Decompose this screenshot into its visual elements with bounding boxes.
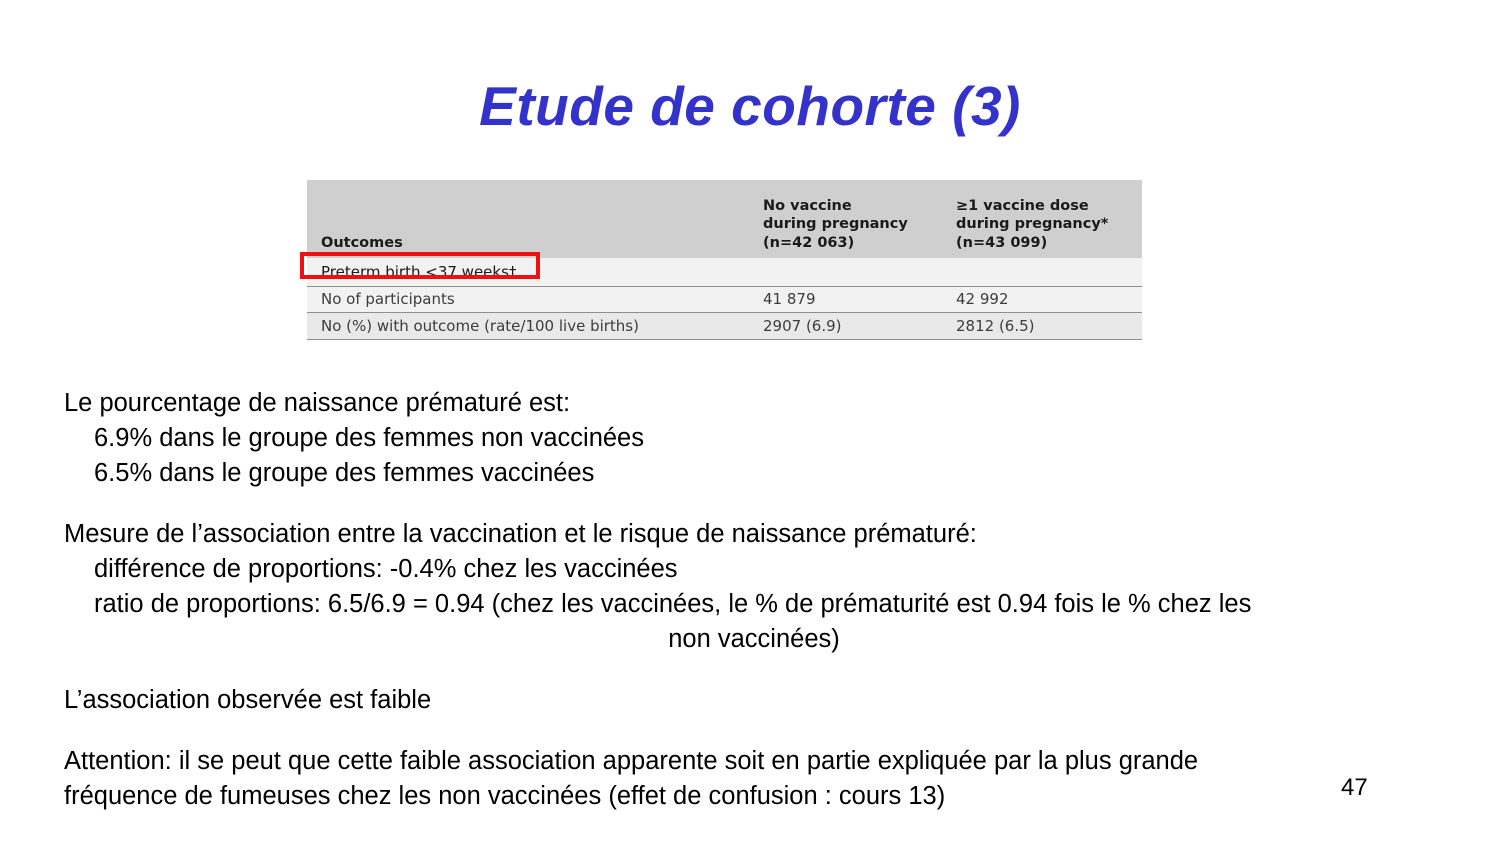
slide-body xyxy=(64,386,1444,814)
percentages-heading: Le pourcentage de naissance prématuré est: xyxy=(64,389,571,417)
paragraph-percentages xyxy=(64,386,1444,491)
association-heading: Mesure de l’association entre la vaccination et le risque de naissance prématuré: xyxy=(64,520,977,548)
spacer-3 xyxy=(64,718,1444,744)
cell-outcome-no-vaccine: 2907 (6.9) xyxy=(757,313,947,340)
vaccine-line-3: (n=43 099) xyxy=(956,234,1048,251)
spacer-1 xyxy=(64,491,1444,517)
paragraph-caution xyxy=(64,744,1444,814)
row-label-participants: No of participants xyxy=(307,287,757,313)
row-label-outcome-rate: No (%) with outcome (rate/100 live births) xyxy=(307,313,757,340)
spacer-2 xyxy=(64,657,1444,683)
table-header-row xyxy=(307,180,1142,258)
percentage-unvaccinated: 6.9% dans le groupe des femmes non vaccinées xyxy=(94,424,644,452)
section-empty-cell-1 xyxy=(757,258,947,287)
caution-line-2: fréquence de fumeuses chez les non vaccinées (effet de confusion : cours 13) xyxy=(64,782,946,810)
table-body xyxy=(307,258,1142,340)
page-number: 47 xyxy=(1341,774,1368,801)
cell-outcome-vaccine: 2812 (6.5) xyxy=(947,313,1142,340)
risk-ratio-line: ratio de proportions: 6.5/6.9 = 0.94 (chez les vaccinées, le % de prématurité est 0.94 fois le % chez les xyxy=(94,590,1252,618)
no-vaccine-line-2: during pregnancy xyxy=(763,216,908,233)
risk-difference-line: différence de proportions: -0.4% chez les vaccinées xyxy=(94,555,678,583)
page-title: Etude de cohorte (3) xyxy=(479,75,1021,137)
vaccine-line-1: ≥1 vaccine dose xyxy=(956,197,1089,214)
no-vaccine-line-1: No vaccine xyxy=(763,197,852,214)
table-row xyxy=(307,287,1142,313)
cell-participants-no-vaccine: 41 879 xyxy=(757,287,947,313)
results-table xyxy=(307,180,1142,340)
section-empty-cell-2 xyxy=(947,258,1142,287)
table-row xyxy=(307,313,1142,340)
caution-line-1: Attention: il se peut que cette faible association apparente soit en partie expliquée par la plus grande xyxy=(64,747,1199,775)
no-vaccine-line-3: (n=42 063) xyxy=(763,234,855,251)
column-header-vaccine xyxy=(947,180,1142,258)
cell-participants-vaccine: 42 992 xyxy=(947,287,1142,313)
column-header-outcomes-label: Outcomes xyxy=(321,234,403,251)
section-label-preterm-birth: Preterm birth <37 weeks† xyxy=(307,258,757,287)
percentage-vaccinated: 6.5% dans le groupe des femmes vaccinées xyxy=(94,459,595,487)
column-header-outcomes xyxy=(307,180,757,258)
vaccine-line-2: during pregnancy* xyxy=(956,216,1109,233)
table-head xyxy=(307,180,1142,258)
paragraph-conclusion xyxy=(64,683,1444,718)
results-table-figure xyxy=(307,180,1142,340)
table-section-row xyxy=(307,258,1142,287)
column-header-no-vaccine xyxy=(757,180,947,258)
conclusion-line: L’association observée est faible xyxy=(64,686,432,714)
paragraph-association-measures xyxy=(64,517,1444,657)
risk-ratio-line-continued: non vaccinées) xyxy=(668,625,840,653)
